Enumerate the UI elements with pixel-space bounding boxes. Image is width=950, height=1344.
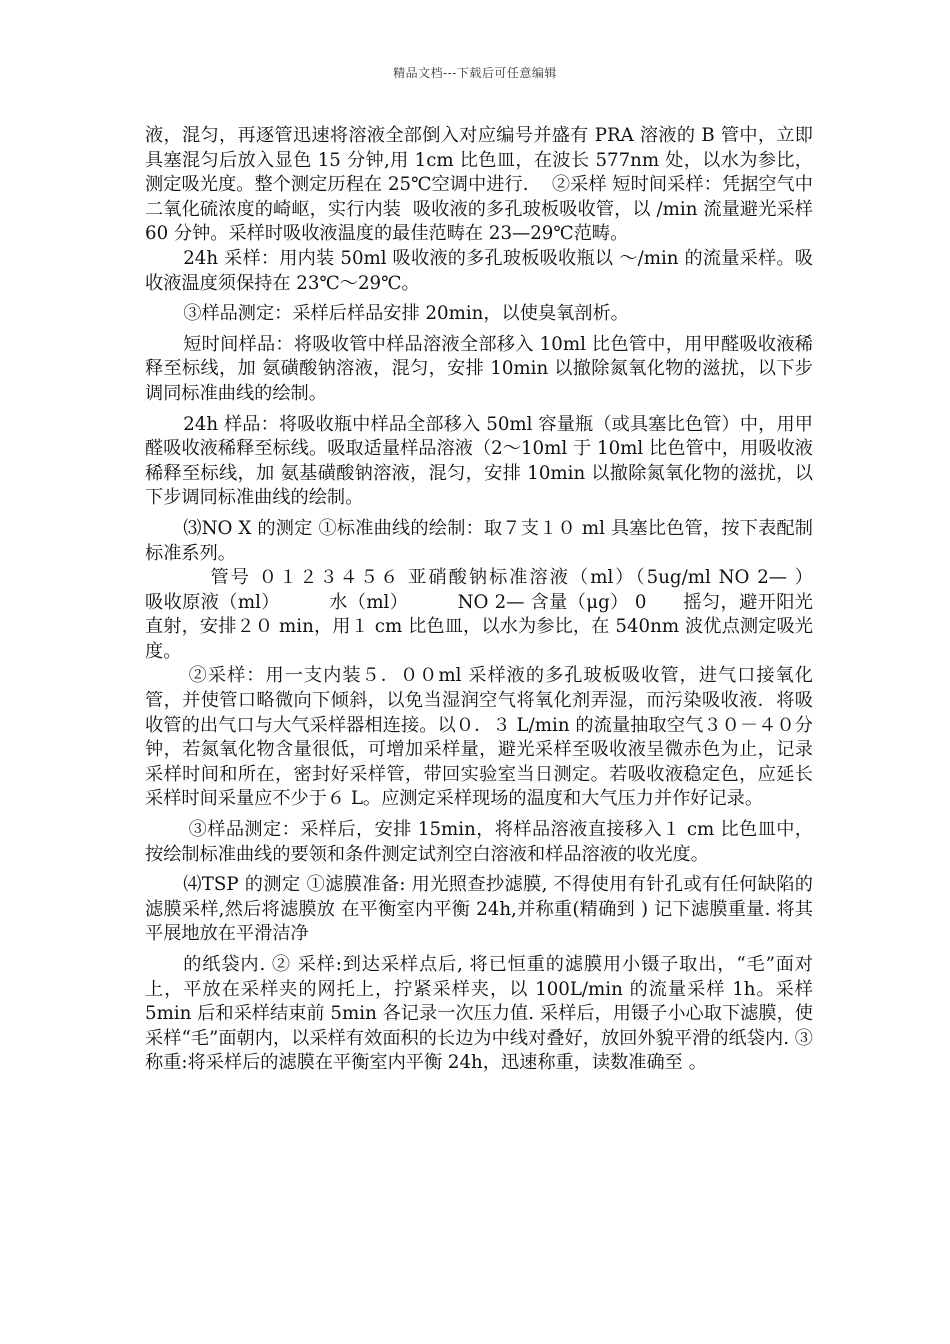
paragraph-nox-sampling: ②采样：用一支内装５．００ml 采样液的多孔玻板吸收管，进气口接氧化管，并使管口略微向下倾斜，以免当湿润空气将氧化剂弄湿，而污染吸收液．将吸收管的出气口与大气采样器相连接。以０．３ L/min 的流量抽取空气３０－４０分钟，若氮氧化物含量很低，可增加采样量，避光采样至吸收液呈微赤色为止，记录采样时间和所在，密封好采样管，带回实验室当日测定。若吸收液稳定色，应延长采样时间采量应不少于６ L。应测定采样现场的温度和大气压力并作好记录。: [145, 665, 813, 810]
paragraph-nox-calibration: ⑶NO X 的测定 ①标准曲线的绘制：取７支１０ ml 具塞比色管，按下表配制标准系列。: [145, 517, 813, 564]
paragraph-sample-measurement: ③样品测定：采样后样品安排 20min，以使臭氧剖析。: [183, 303, 629, 325]
paragraph-tsp-filter-preparation: ⑷TSP 的测定 ①滤膜准备: 用光照查抄滤膜, 不得使用有针孔或有任何缺陷的滤膜采样,然后将滤膜放 在平衡室内平衡 24h,并称重(精确到 ) 记下滤膜重量. 将其平展地放在平滑洁净: [145, 874, 813, 945]
paragraph-short-time-samples: 短时间样品：将吸收管中样品溶液全部移入 10ml 比色管中，用甲醛吸收液稀释至标线，加 氨磺酸钠溶液，混匀，安排 10min 以撤除氮氧化物的滋扰，以下步调同标准曲线的绘制。: [145, 333, 813, 404]
paragraph-24h-sampling: 24h 采样：用内装 50ml 吸收液的多孔玻板吸收瓶以 ～/min 的流量采样。吸收液温度须保持在 23℃～29℃。: [145, 247, 813, 294]
paragraph-nox-standard-series: 管号 ０１２３４５６ 亚硝酸钠标准溶液（ml）（5ug/ml NO 2— ） 吸收原液（ml） 水（ml） NO 2— 含量（μg） 0 摇匀，避开阳光直射，安排２０ min，用１ cm 比色皿，以水为参比，在 540nm 波优点测定吸光度。: [145, 567, 871, 662]
paragraph-so2-color-development: 液，混匀，再逐管迅速将溶液全部倒入对应编号并盛有 PRA 溶液的 B 管中，立即具塞混匀后放入显色 15 分钟,用 1cm 比色皿，在波长 577nm 处，以水为参比，测定吸光度。整个测定历程在 25℃空调中进行. ②采样 短时间采样：凭据空气中二氧化硫浓度的崎岖，实行内装 吸收液的多孔玻板吸收管，以 /min 流量避光采样 60 分钟。采样时吸收液温度的最佳范畴在 23—29℃范畴。: [145, 125, 819, 245]
document-body: [145, 124, 871, 1076]
paragraph-nox-sample-measurement: ③样品测定：采样后，安排 15min，将样品溶液直接移入１ cm 比色皿中，按绘制标准曲线的要领和条件测定试剂空白溶液和样品溶液的收光度。: [145, 819, 813, 865]
paragraph-tsp-sampling-weighing: 的纸袋内. ② 采样:到达采样点后, 将已恒重的滤膜用小镊子取出，“毛”面对上，平放在采样夹的网托上，拧紧采样夹，以 100L/min 的流量采样 1h。采样 5min 后和采样结束前 5min 各记录一次压力值. 采样后，用镊子小心取下滤膜，使采样“毛”面朝内，以采样有效面积的长边为中线对叠好，放回外貌平滑的纸袋内. ③ 称重:将采样后的滤膜在平衡室内平衡 24h，迅速称重，读数准确至 。: [145, 954, 813, 1074]
page-header: 精品文档---下载后可任意编辑: [393, 66, 557, 80]
paragraph-24h-samples: 24h 样品：将吸收瓶中样品全部移入 50ml 容量瓶（或具塞比色管）中，用甲醛吸收液稀释至标线。吸取适量样品溶液（2～10ml 于 10ml 比色管中，用吸收液稀释至标线，加 氨基磺酸钠溶液，混匀，安排 10min 以撤除氮氧化物的滋扰，以下步调同标准曲线的绘制。: [145, 413, 813, 509]
